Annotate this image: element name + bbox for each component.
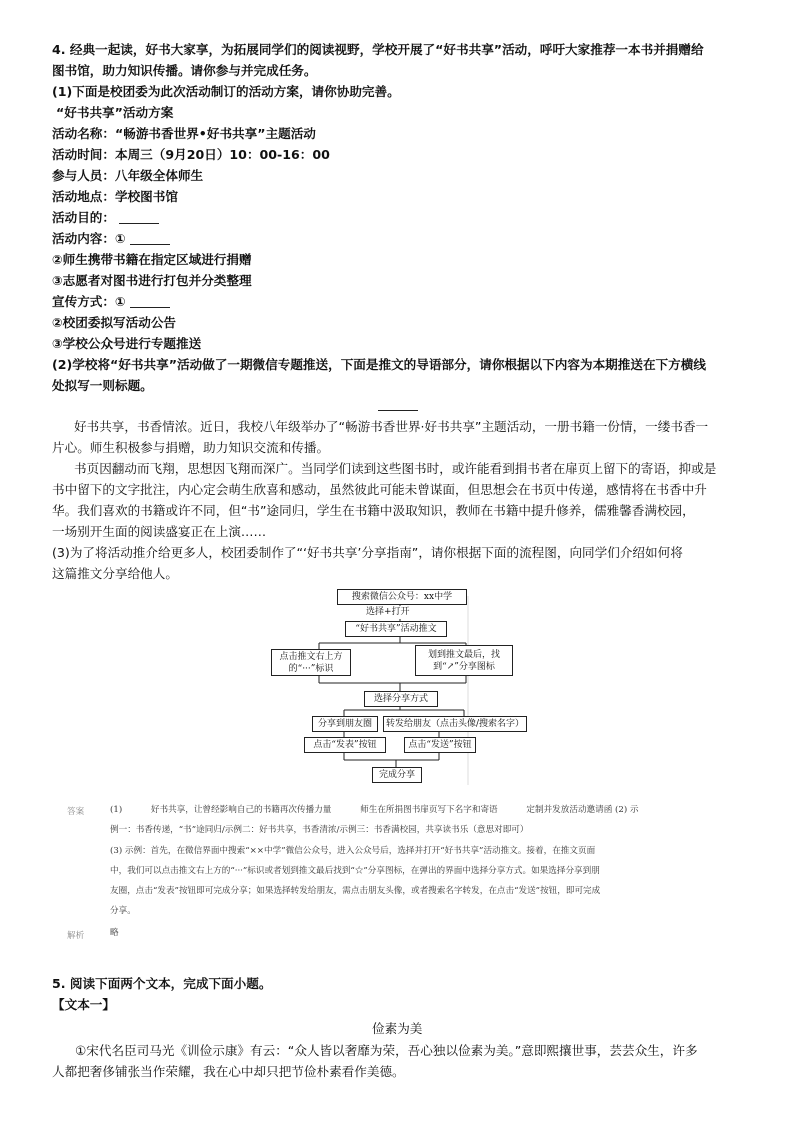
plan-time: 活动时间：本周三（9月20日）10：00-16：00 [52,147,330,162]
flow-edge-select-open: 选择+打开 [366,607,410,617]
answer-line3: (3) 示例：首先，在微信界面中搜索“××中学”微信公众号，进入公众号后，选择并打开“好书共享”活动推文。接着，在推文页面 [110,846,596,856]
plan-promo-3: ③学校公众号进行专题推送 [52,336,202,351]
flow-node-forward: 转发给朋友（点击头像/搜索名字） [383,716,527,732]
q4-sub3-line1: (3)为了将活动推介给更多人，校团委制作了“‘好书共享’分享指南”，请你根据下面的流程图，向同学们介绍如何将 [52,545,683,560]
purpose-blank[interactable] [119,211,159,224]
plan-content-3: ③志愿者对图书进行打包并分类整理 [52,273,252,288]
answer-1-b: 师生在所捐图书扉页写下名字和寄语 [360,805,498,815]
flow-node-choose: 选择分享方式 [364,691,438,707]
q4-sub2-line2: 处拟写一则标题。 [52,378,153,393]
flow-node-send: 点击“发送”按钮 [404,737,476,753]
promo-blank[interactable] [130,295,170,308]
flow-node-article: “好书共享”活动推文 [345,621,447,637]
article-p1-line1: 好书共享，书香情浓。近日，我校八年级举办了“畅游书香世界·好书共享”主题活动，一册书籍一份情，一缕书香一 [74,419,709,434]
q5-p1-line2: 人都把奢侈铺张当作荣耀，我在心中却只把节俭朴素看作美德。 [52,1064,405,1079]
q4-sub1: (1)下面是校团委为此次活动制订的活动方案，请你协助完善。 [52,84,400,99]
answer-1-num: (1) [110,805,123,815]
analysis-text: 略 [110,928,119,938]
q4-sub3-line2: 这篇推文分享给他人。 [52,566,178,581]
plan-name: 活动名称：“畅游书香世界•好书共享”主题活动 [52,126,316,141]
plan-content-2: ②师生携带书籍在指定区域进行捐赠 [52,252,252,267]
flow-node-search: 搜索微信公众号：xx中学 [337,589,467,605]
q4-intro-line2: 图书馆，助力知识传播。请你参与并完成任务。 [52,63,317,78]
article-p2-line1: 书页因翻动而飞翔，思想因飞翔而深广。当同学们读到这些图书时，或许能看到捐书者在扉页上留下的寄语，抑或是 [74,461,717,476]
answer-1-a: 好书共享，让曾经影响自己的书籍再次传播力量 [150,805,332,815]
flow-node-moments: 分享到朋友圈 [312,716,378,732]
plan-promo [52,291,170,312]
answer-label: 答案 [67,807,85,817]
q4-sub2-line1: (2)学校将“好书共享”活动做了一期微信专题推送，下面是推文的导语部分，请你根据以下内容为本期推送在下方横线 [52,357,706,372]
flow-node-publish: 点击“发表”按钮 [304,737,386,753]
answer-1-c: 定制并发放活动邀请函 (2) 示 [526,805,639,815]
q5-text1-label: 【文本一】 [52,997,115,1012]
q4-intro-line1: 4. 经典一起读，好书大家享，为拓展同学们的阅读视野，学校开展了“好书共享”活动，呼吁大家推荐一本书并捐赠给 [52,42,704,57]
plan-title: “好书共享”活动方案 [56,105,174,120]
share-flowchart [265,585,525,785]
answer-line6: 分享。 [110,906,136,916]
plan-promo-2: ②校团委拟写活动公告 [52,315,177,330]
analysis-label: 解析 [67,931,85,941]
flow-node-menu-icon: 点击推文右上方的“···”标识 [271,649,351,676]
title-blank[interactable] [378,410,418,411]
article-p2-line2: 书中留下的文字批注，内心定会萌生欣喜和感动，虽然彼此可能未曾谋面，但思想会在书页中传递，感情将在书香中升 [52,482,707,497]
article-p1-line2: 片心。师生积极参与捐赠，助力知识交流和传播。 [52,440,330,455]
answer-line5: 友圈，点击“发表”按钮即可完成分享；如果选择转发给朋友，需点击朋友头像，或者搜索名字转发，在点击“发送”按钮，即可完成 [110,886,601,896]
flow-node-done: 完成分享 [372,767,422,783]
q5-p1-line1: ①宋代名臣司马光《训俭示康》有云：“众人皆以奢靡为荣，吾心独以俭素为美。”意即熙攘世事，芸芸众生，许多 [75,1043,698,1058]
article-p2-line3: 华。我们喜欢的书籍或许不同，但“书”途同归，学生在书籍中汲取知识，教师在书籍中提升修养，儒雅馨香满校园， [52,503,695,518]
plan-purpose [52,207,159,228]
plan-place: 活动地点：学校图书馆 [52,189,178,204]
plan-people: 参与人员：八年级全体师生 [52,168,204,183]
flow-node-share-icon: 划到推文最后，找到“↗”分享图标 [415,645,513,676]
q5-title: 5. 阅读下面两个文本，完成下面小题。 [52,976,272,991]
answer-line2: 例一：书香传递，“书”途同归/示例二：好书共享，书香清浓/示例三：书香满校园，共享读书乐（意思对即可） [110,825,529,835]
answer-line1 [110,801,639,819]
plan-promo-label: 宣传方式：① [52,294,126,309]
plan-purpose-label: 活动目的： [52,210,115,225]
q5-heading: 俭素为美 [372,1021,423,1036]
plan-content-label: 活动内容：① [52,231,126,246]
plan-content [52,228,170,249]
article-p2-line4: 一场别开生面的阅读盛宴正在上演…… [52,524,267,539]
content-blank[interactable] [130,232,170,245]
answer-line4: 中，我们可以点击推文右上方的“···”标识或者划到推文最后找到“☆”分享图标，在弹出的界面中选择分享方式。如果选择分享到朋 [110,866,600,876]
